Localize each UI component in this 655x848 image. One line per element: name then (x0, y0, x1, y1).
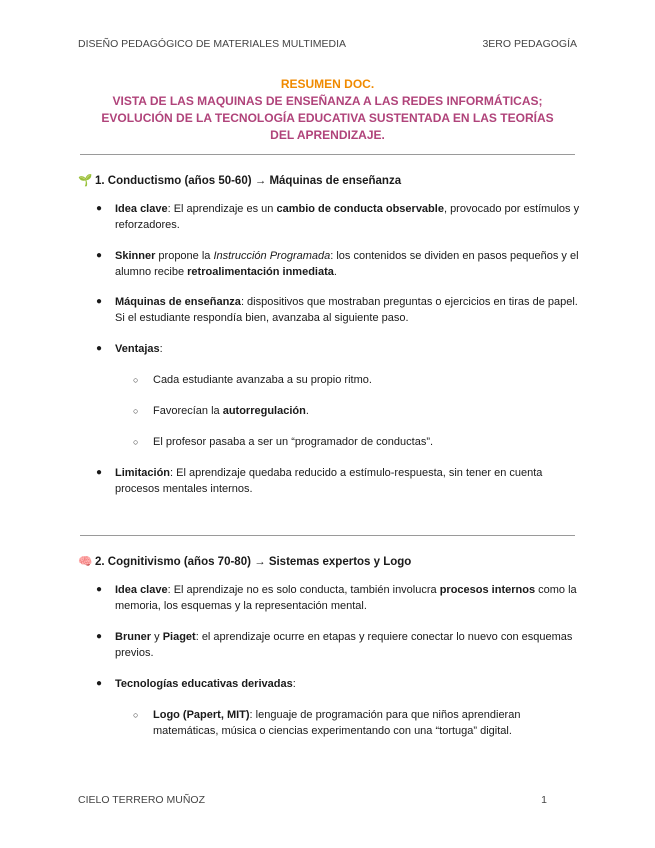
list-item-maquinas: Máquinas de enseñanza: dispositivos que mostraban preguntas o ejercicios en tiras de papel. Si el estudiante respondía bien, avanzaba al siguiente paso. (115, 296, 578, 324)
page-header (78, 38, 577, 54)
title-line-3: EVOLUCIÓN DE LA TECNOLOGÍA EDUCATIVA SUSTENTADA EN LAS TEORÍAS (101, 111, 554, 125)
divider-1 (80, 154, 575, 155)
sub-item-programador: El profesor pasaba a ser un “programador de conductas”. (153, 436, 434, 448)
bullet-icon: ● (96, 203, 103, 214)
sub-bullet-icon: ○ (133, 710, 139, 720)
list-item-ventajas: Ventajas: (115, 343, 163, 355)
list-item-skinner: Skinner propone la Instrucción Programada: los contenidos se dividen en pasos pequeños y el alumno recibe retroalimentación inmediata. (115, 250, 579, 278)
list-item-idea-clave-2: Idea clave: El aprendizaje no es solo conducta, también involucra procesos internos como la memoria, los esquemas y la representación mental. (115, 584, 577, 612)
list-item-limitacion: Limitación: El aprendizaje quedaba reducido a estímulo-respuesta, sin tener en cuenta procesos mentales internos. (115, 467, 543, 495)
sprout-icon: 🌱 (78, 175, 93, 187)
bullet-icon: ● (96, 467, 103, 478)
page-footer (78, 794, 577, 810)
section-2-title: 2. Cognitivismo (años 70-80) → Sistemas expertos y Logo (95, 556, 412, 568)
title-line-1: RESUMEN DOC. (280, 77, 375, 91)
section-1-heading (78, 173, 401, 187)
bullet-icon: ● (96, 296, 103, 307)
document-title (70, 76, 585, 144)
bullet-icon: ● (96, 678, 103, 689)
page-number: 1 (541, 794, 547, 806)
bullet-icon: ● (96, 631, 103, 642)
sub-item-logo: Logo (Papert, MIT): lenguaje de programación para que niños aprendieran matemáticas, música o ciencias experimentando con una “tortuga” digital. (153, 709, 521, 737)
label: Idea clave (115, 203, 168, 215)
bullet-icon: ● (96, 584, 103, 595)
brain-icon: 🧠 (78, 556, 93, 568)
section-2-heading (78, 554, 411, 568)
sub-item-autorregulacion: Favorecían la autorregulación. (153, 405, 309, 417)
sub-bullet-icon: ○ (133, 437, 139, 447)
section-1-title: 1. Conductismo (años 50-60) → Máquinas de enseñanza (95, 175, 402, 187)
sub-item-ritmo: Cada estudiante avanzaba a su propio ritmo. (153, 374, 372, 386)
list-item-bruner-piaget: Bruner y Piaget: el aprendizaje ocurre en etapas y requiere conectar lo nuevo con esquemas previos. (115, 631, 573, 659)
title-line-4: DEL APRENDIZAJE. (270, 128, 385, 142)
course-name: DISEÑO PEDAGÓGICO DE MATERIALES MULTIMEDIA (78, 38, 346, 50)
bullet-icon: ● (96, 343, 103, 354)
sub-bullet-icon: ○ (133, 406, 139, 416)
list-item-idea-clave: Idea clave: El aprendizaje es un cambio de conducta observable, provocado por estímulos y reforzadores. (115, 203, 580, 231)
title-line-2: VISTA DE LAS MAQUINAS DE ENSEÑANZA A LAS REDES INFORMÁTICAS; (112, 94, 543, 108)
divider-2 (80, 535, 575, 536)
group-name: 3ERO PEDAGOGÍA (482, 38, 577, 50)
bullet-icon: ● (96, 250, 103, 261)
author-name: CIELO TERRERO MUÑOZ (78, 794, 205, 806)
sub-bullet-icon: ○ (133, 375, 139, 385)
list-item-tecnologias: Tecnologías educativas derivadas: (115, 678, 296, 690)
